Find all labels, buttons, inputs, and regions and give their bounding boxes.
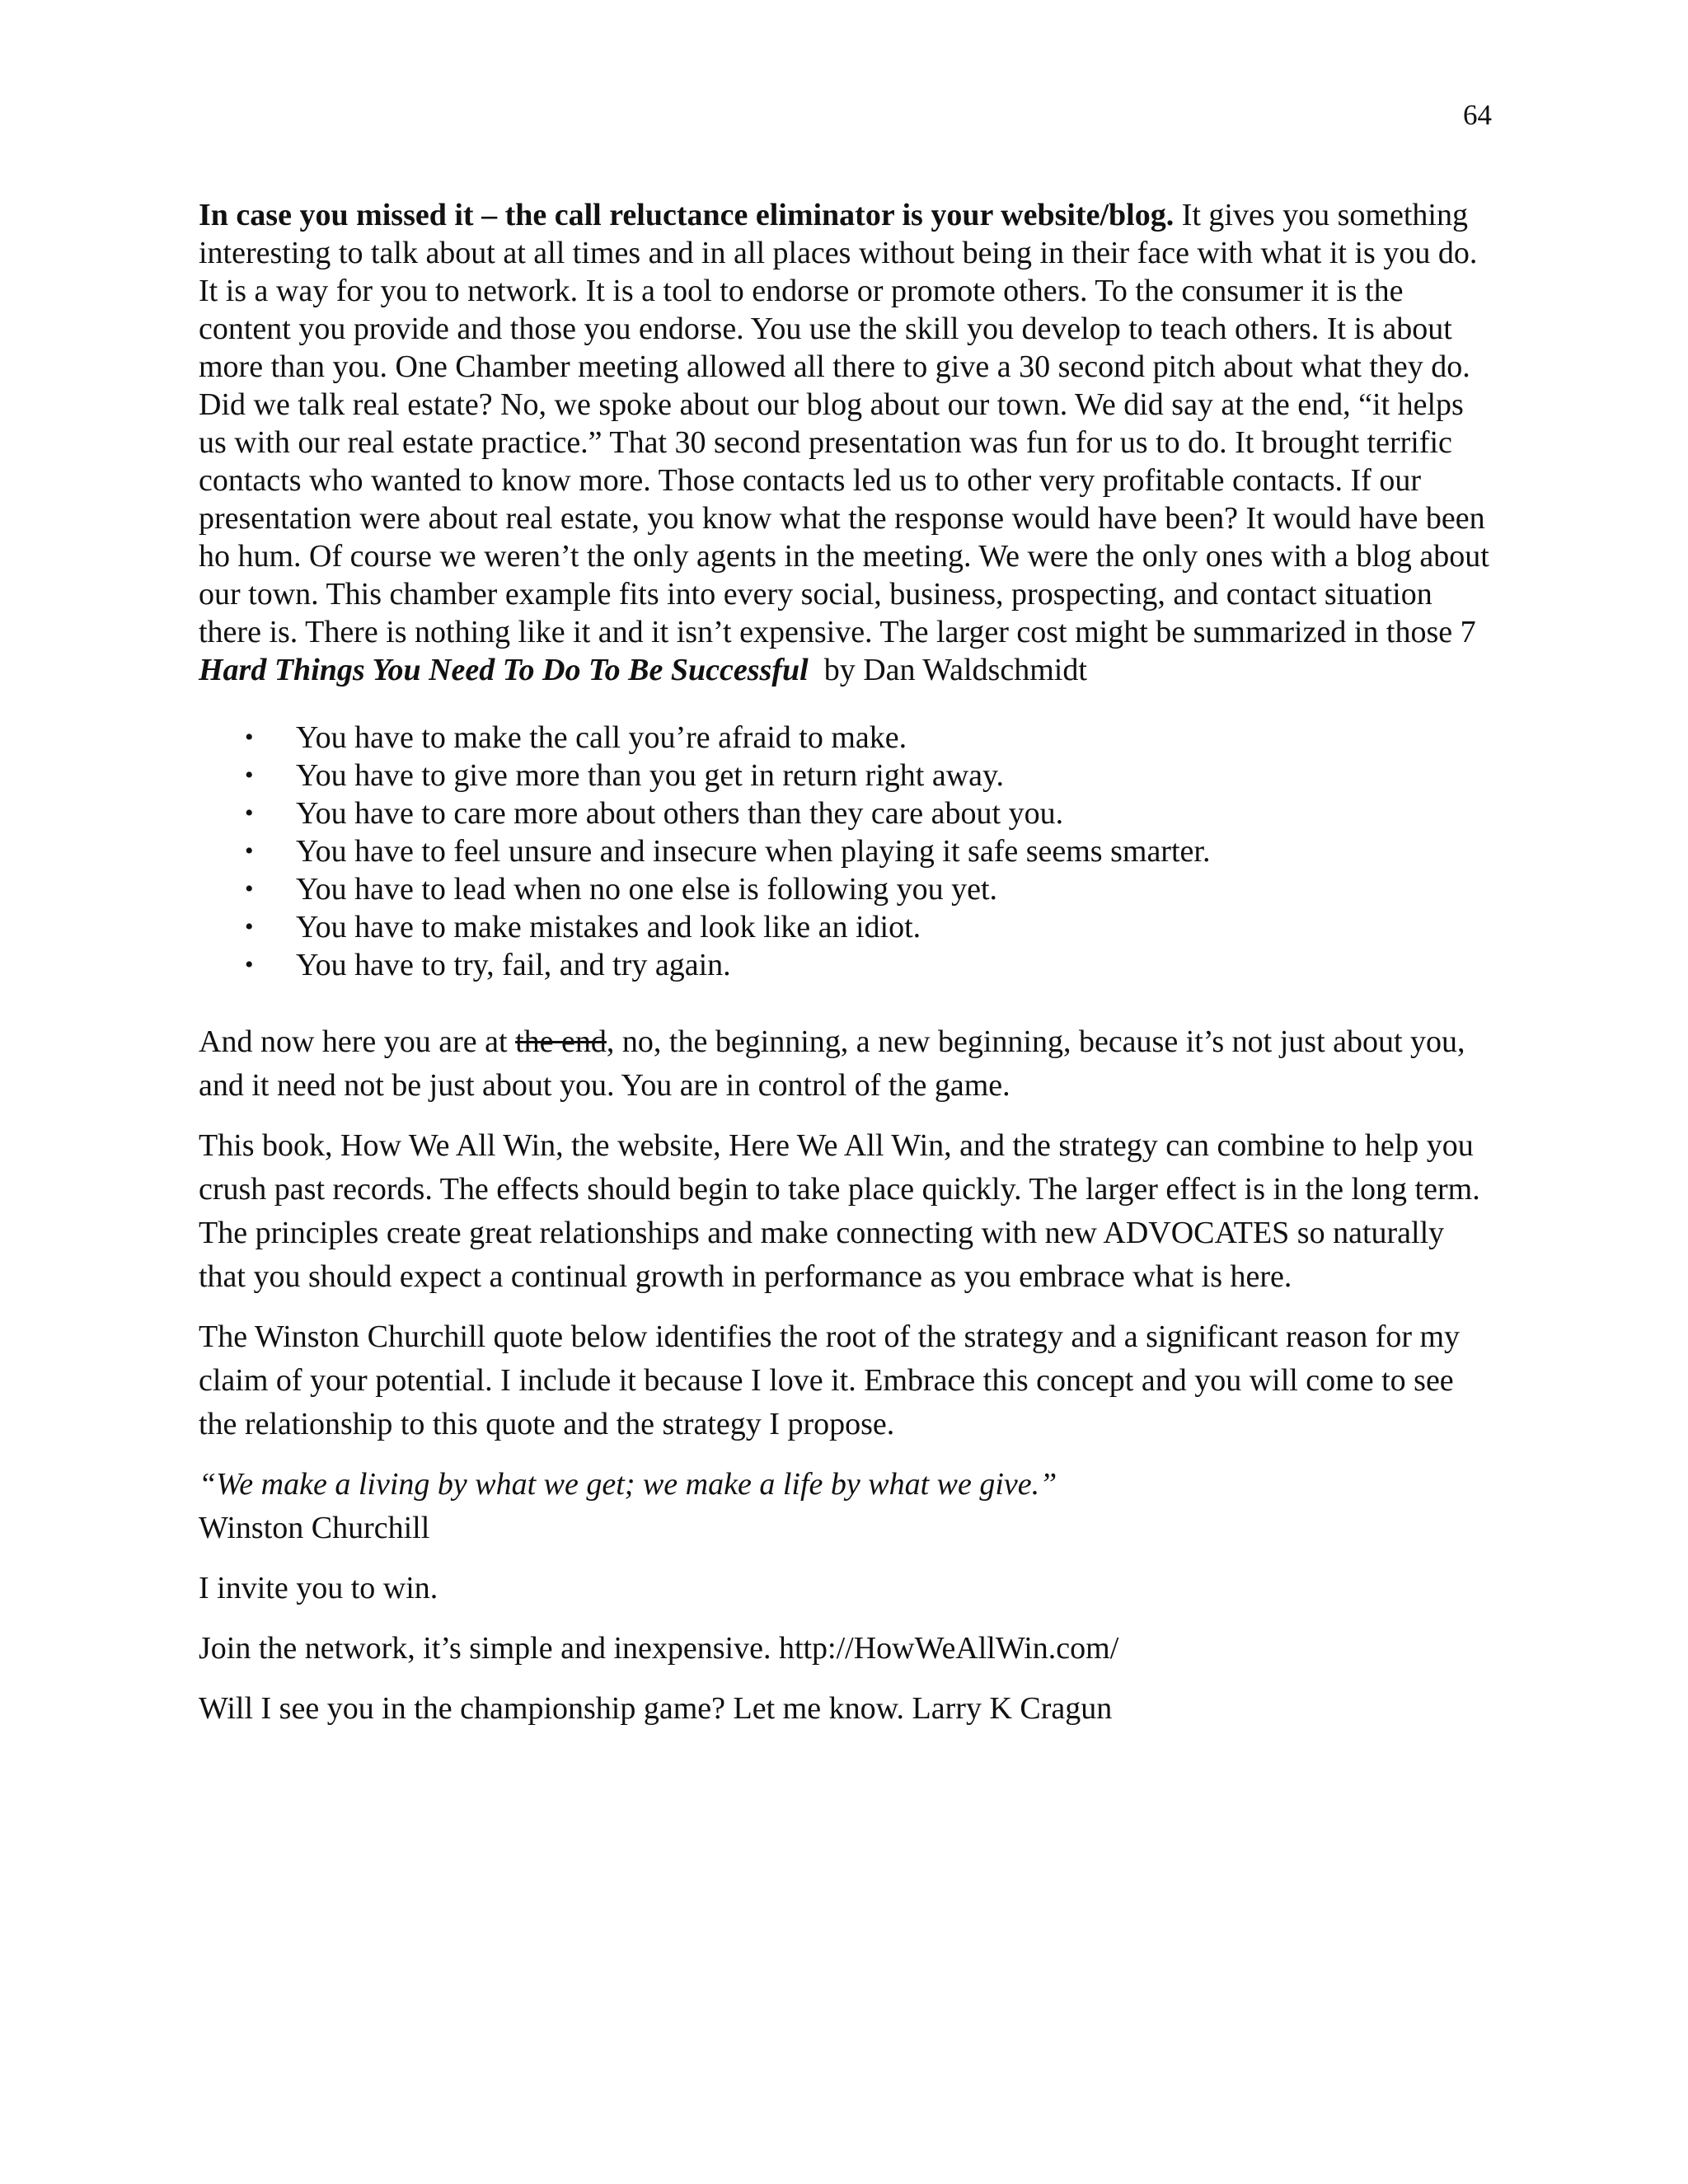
- bullet-icon: •: [245, 799, 254, 827]
- churchill-quote: “We make a living by what we get; we make a life by what we give.”: [199, 1467, 1057, 1502]
- book-strategy-paragraph: This book, How We All Win, the website, Here We All Win, and the strategy can combine to help you crush past records. The effects should begin to take place quickly. The larger effect is in the long term. The principles create great relationships and make connecting with new ADVOCATES so naturally that you should expect a continual growth in performance as you embrace what is here.: [199, 1128, 1480, 1294]
- quote-block: [199, 1463, 1497, 1550]
- list-item: [245, 832, 1497, 870]
- list-item: [245, 757, 1497, 794]
- list-item: [245, 946, 1497, 984]
- intro-body: It gives you something interesting to talk about at all times and in all places without being in their face with what it is you do. It is a way for you to network. It is a tool to endorse or promote others. To the consumer it is the content you provide and those you endorse. You use the skill you develop to teach others. It is about more than you. One Chamber meeting allowed all there to give a 30 second pitch about what they do. Did we talk real estate? No, we spoke about our blog about our town. We did say at the end, “it helps us with our real estate practice.” That 30 second presentation was fun for us to do. It brought terrific contacts who wanted to know more. Those contacts led us to other very profitable contacts. If our presentation were about real estate, you know what the response would have been? It would have been ho hum. Of course we weren’t the only agents in the meeting. We were the only ones with a blog about our town. This chamber example fits into every social, business, prospecting, and contact situation there is. There is nothing like it and it isn’t expensive. The larger cost might be summarized in those 7: [199, 198, 1489, 649]
- list-item-text: You have to try, fail, and try again.: [296, 948, 731, 982]
- page-content: [199, 196, 1497, 1731]
- author-credit: by Dan Waldschmidt: [808, 653, 1087, 687]
- churchill-intro-paragraph: The Winston Churchill quote below identifies the root of the strategy and a significant reason for my claim of your potential. I include it because I love it. Embrace this concept and you will come to see the relationship to this quote and the strategy I propose.: [199, 1319, 1461, 1441]
- bullet-icon: •: [245, 875, 254, 902]
- bullet-icon: •: [245, 951, 254, 978]
- closing-line: Will I see you in the championship game? Let me know. Larry K Cragun: [199, 1691, 1113, 1726]
- list-item-text: You have to care more about others than they care about you.: [296, 796, 1064, 831]
- book-title: Hard Things You Need To Do To Be Successful: [199, 653, 809, 687]
- list-item-text: You have to make mistakes and look like an idiot.: [296, 910, 921, 944]
- list-item: [245, 870, 1497, 908]
- bullet-icon: •: [245, 724, 254, 751]
- bullet-icon: •: [245, 762, 254, 789]
- bullet-icon: •: [245, 913, 254, 940]
- list-item: [245, 719, 1497, 757]
- intro-bold-lead: In case you missed it – the call reluctance eliminator is your website/blog.: [199, 198, 1175, 232]
- list-item-text: You have to make the call you’re afraid to make.: [296, 720, 907, 755]
- invite-line: I invite you to win.: [199, 1571, 438, 1605]
- quote-author: Winston Churchill: [199, 1511, 430, 1545]
- list-item: [245, 908, 1497, 946]
- list-item-text: You have to give more than you get in return right away.: [296, 758, 1005, 793]
- join-line: Join the network, it’s simple and inexpensive. http://HowWeAllWin.com/: [199, 1631, 1119, 1666]
- list-item-text: You have to lead when no one else is following you yet.: [296, 872, 998, 907]
- bullet-icon: •: [245, 837, 254, 865]
- hard-things-list: [199, 719, 1497, 984]
- page-number: 64: [1463, 99, 1492, 131]
- new-beginning-before: And now here you are at: [199, 1024, 516, 1059]
- new-beginning-paragraph: [199, 1020, 1497, 1108]
- intro-paragraph: [199, 196, 1497, 689]
- struck-text: the end: [515, 1024, 607, 1059]
- list-item-text: You have to feel unsure and insecure when playing it safe seems smarter.: [296, 834, 1211, 869]
- list-item: [245, 794, 1497, 832]
- new-beginning-after: , no, the beginning, a new beginning, because it’s not just about you, and it need not be just about you. You are in control of the game.: [199, 1024, 1465, 1103]
